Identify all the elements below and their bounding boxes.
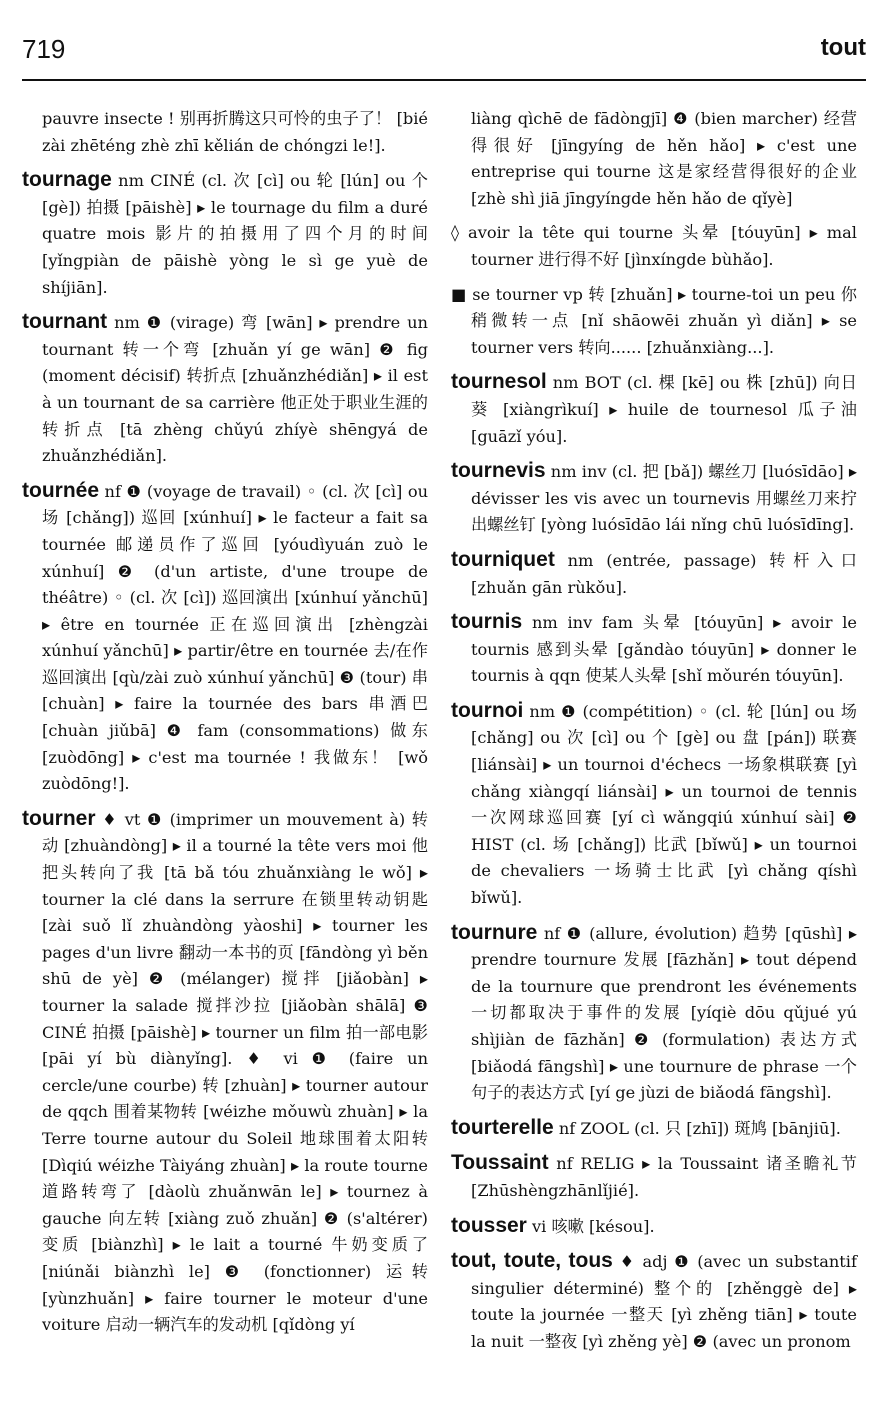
entry-tournure: tournure nf ❶ (allure, évolution) 趋势 [qūshì] ▸ prendre tournure 发展 [fāzhǎn] ▸ tout dépend de la tournure que prendront les événements 一切都取决于事件的发展 [yíqiè dōu qǔjué yú shìjiàn de fāzhǎn] ❷ (formulation) 表达方式 [biǎodá fāngshì] ▸ une tournure de phrase 一个句子的表达方式 [yí ge jùzi de biǎodá fāngshì].: [451, 920, 857, 1103]
entry-se-tourner: ■ se tourner vp 转 [zhuǎn] ▸ tourne-toi un peu 你稍微转一点 [nǐ shāowēi zhuǎn yì diǎn] ▸ se tourner vers 转向...... [zhuǎnxiàng...].: [451, 284, 857, 357]
page-number: 719: [22, 34, 66, 64]
entry-tournant: tournant nm ❶ (virage) 弯 [wān] ▸ prendre un tournant 转一个弯 [zhuǎn yí ge wān] ❷ fig (moment décisif) 转折点 [zhuǎnzhédiǎn] ▸ il est à un tournant de sa carrière 他正处于职业生涯的转折点 [tā zhèng chǔyú zhíyè shēngyá de zhuǎnzhédiǎn].: [22, 310, 428, 466]
entry-tout: tout, toute, tous ♦ adj ❶ (avec un substantif singulier déterminé) 整个的 [zhěnggè de] ▸ toute la journée 一整天 [yì zhěng tiān] ▸ toute la nuit 一整夜 [yì zhěng yè] ❷ (avec un pronom: [451, 1249, 857, 1351]
entry-tourner: tourner ♦ vt ❶ (imprimer un mouvement à) 转动 [zhuàndòng] ▸ il a tourné la tête vers moi 他把头转向了我 [tā bǎ tóu zhuǎnxiàng le wǒ] ▸ tourner la clé dans la serrure 在锁里转动钥匙 [zài suǒ lǐ zhuàndòng yàoshi] ▸ tourner les pages d'un livre 翻动一本书的页 [fāndòng yì běn shū de yè] ❷ (mélanger) 搅拌 [jiǎobàn] ▸ tourner la salade 搅拌沙拉 [jiǎobàn shālā] ❸ CINÉ 拍摄 [pāishè] ▸ tourner un film 拍一部电影 [pāi yí bù diànyǐng]. ♦ vi ❶ (faire un cercle/une courbe) 转 [zhuàn] ▸ tourner autour de qqch 围着某物转 [wéizhe mǒuwù zhuàn] ▸ la Terre tourne autour du Soleil 地球围着太阳转 [Dìqiú wéizhe Tàiyáng zhuàn] ▸ la route tourne 道路转弯了 [dàolù zhuǎnwān le] ▸ tournez à gauche 向左转 [xiàng zuǒ zhuǎn] ❷ (s'altérer) 变质 [biànzhì] ▸ le lait a tourné 牛奶变质了 [niúnǎi biànzhì le] ❸ (fonctionner) 运转 [yùnzhuǎn] ▸ faire tourner le moteur d'une voiture 启动一辆汽车的发动机 [qǐdòng yí: [22, 806, 428, 1335]
headword: tournis: [451, 610, 523, 634]
headword: tournée: [22, 478, 100, 502]
headword: tourterelle: [451, 1115, 554, 1139]
entry-tourniquet: tourniquet nm (entrée, passage) 转杆入口 [zhuǎn gān rùkǒu].: [451, 547, 857, 597]
headword: tout, toute, tous: [451, 1249, 613, 1273]
entry-idiom: ◊ avoir la tête qui tourne 头晕 [tóuyūn] ▸ mal tourner 进行得不好 [jìnxíngde bùhǎo].: [451, 223, 857, 269]
entry-continuation: liàng qìchē de fādòngjī] ❹ (bien marcher) 经营得很好 [jīngyíng de hěn hǎo] ▸ c'est une entreprise qui tourne 这是家经营得很好的企业 [zhè shì jiā jīngyíngde hěn hǎo de qǐyè]: [471, 109, 857, 208]
headword: tournoi: [451, 698, 524, 722]
running-head: tout: [820, 34, 866, 61]
header-rule: [22, 79, 866, 81]
entry-tournesol: tournesol nm BOT (cl. 棵 [kē] ou 株 [zhū]) 向日葵 [xiàngrìkuí] ▸ huile de tournesol 瓜子油 [guāzǐ yóu].: [451, 370, 857, 446]
entry-tournevis: tournevis nm inv (cl. 把 [bǎ]) 螺丝刀 [luósīdāo] ▸ dévisser les vis avec un tournevis 用螺丝刀来拧出螺丝钉 [yòng luósīdāo lái nǐng chū luósīdīng].: [451, 459, 857, 535]
entry-toussaint: Toussaint nf RELIG ▸ la Toussaint 诸圣瞻礼节 [Zhūshèngzhānlǐjié].: [451, 1151, 857, 1200]
headword: tournesol: [451, 370, 547, 394]
entry-tournee: tournée nf ❶ (voyage de travail) ◦ (cl. 次 [cì] ou 场 [chǎng]) 巡回 [xúnhuí] ▸ le facteur a fait sa tournée 邮递员作了巡回 [yóudìyuán zuò le xúnhuí] ❷ (d'un artiste, d'une troupe de théâtre) ◦ (cl. 次 [cì]) 巡回演出 [xúnhuí yǎnchū] ▸ être en tournée 正在巡回演出 [zhèngzài xúnhuí yǎnchū] ▸ partir/être en tournée 去/在作巡回演出 [qù/zài zuò xúnhuí yǎnchū] ❸ (tour) 串 [chuàn] ▸ faire la tournée des bars 串酒巴 [chuàn jiǔbā] ❹ fam (consommations) 做东 [zuòdōng] ▸ c'est ma tournée ! 我做东！ [wǒ zuòdōng!].: [22, 478, 429, 794]
page-header: [22, 34, 866, 74]
headword: tournevis: [451, 459, 546, 483]
headword: tournage: [22, 168, 112, 192]
headword: tourniquet: [451, 547, 555, 571]
entry-tourterelle: tourterelle nf ZOOL (cl. 只 [zhī]) 斑鸠 [bānjiū].: [451, 1115, 841, 1139]
right-column: [451, 106, 857, 1364]
headword: tourner: [22, 806, 96, 830]
headword: tournant: [22, 310, 108, 334]
entry-tournis: tournis nm inv fam 头晕 [tóuyūn] ▸ avoir le tournis 感到头晕 [gǎndào tóuyūn] ▸ donner le tournis à qqn 使某人头晕 [shǐ mǒurén tóuyūn].: [451, 610, 857, 686]
left-column: [22, 106, 428, 1347]
headword: tournure: [451, 920, 538, 944]
entry-tousser: tousser vi 咳嗽 [késou].: [451, 1213, 655, 1237]
headword: tousser: [451, 1213, 527, 1237]
entry-tournage: tournage nm CINÉ (cl. 次 [cì] ou 轮 [lún] ou 个 [gè]) 拍摄 [pāishè] ▸ le tournage du film a duré quatre mois 影片的拍摄用了四个月的时间 [yǐngpiàn de pāishè yòng le sì ge yuè de shíjiān].: [22, 168, 428, 297]
headword: Toussaint: [451, 1151, 549, 1175]
entry-tournoi: tournoi nm ❶ (compétition) ◦ (cl. 轮 [lún] ou 场 [chǎng] ou 次 [cì] ou 个 [gè] ou 盘 [pán]) 联赛 [liánsài] ▸ un tournoi d'échecs 一场象棋联赛 [yì chǎng xiàngqí liánsài] ▸ un tournoi de tennis 一次网球巡回赛 [yí cì wǎngqiú xúnhuí sài] ❷ HIST (cl. 场 [chǎng]) 比武 [bǐwǔ] ▸ un tournoi de chevaliers 一场骑士比武 [yì chǎng qíshì bǐwǔ].: [451, 698, 857, 908]
entry-continuation: pauvre insecte ! 别再折腾这只可怜的虫子了！ [bié zài zhēténg zhè zhī kělián de chóngzi le!].: [42, 109, 428, 155]
